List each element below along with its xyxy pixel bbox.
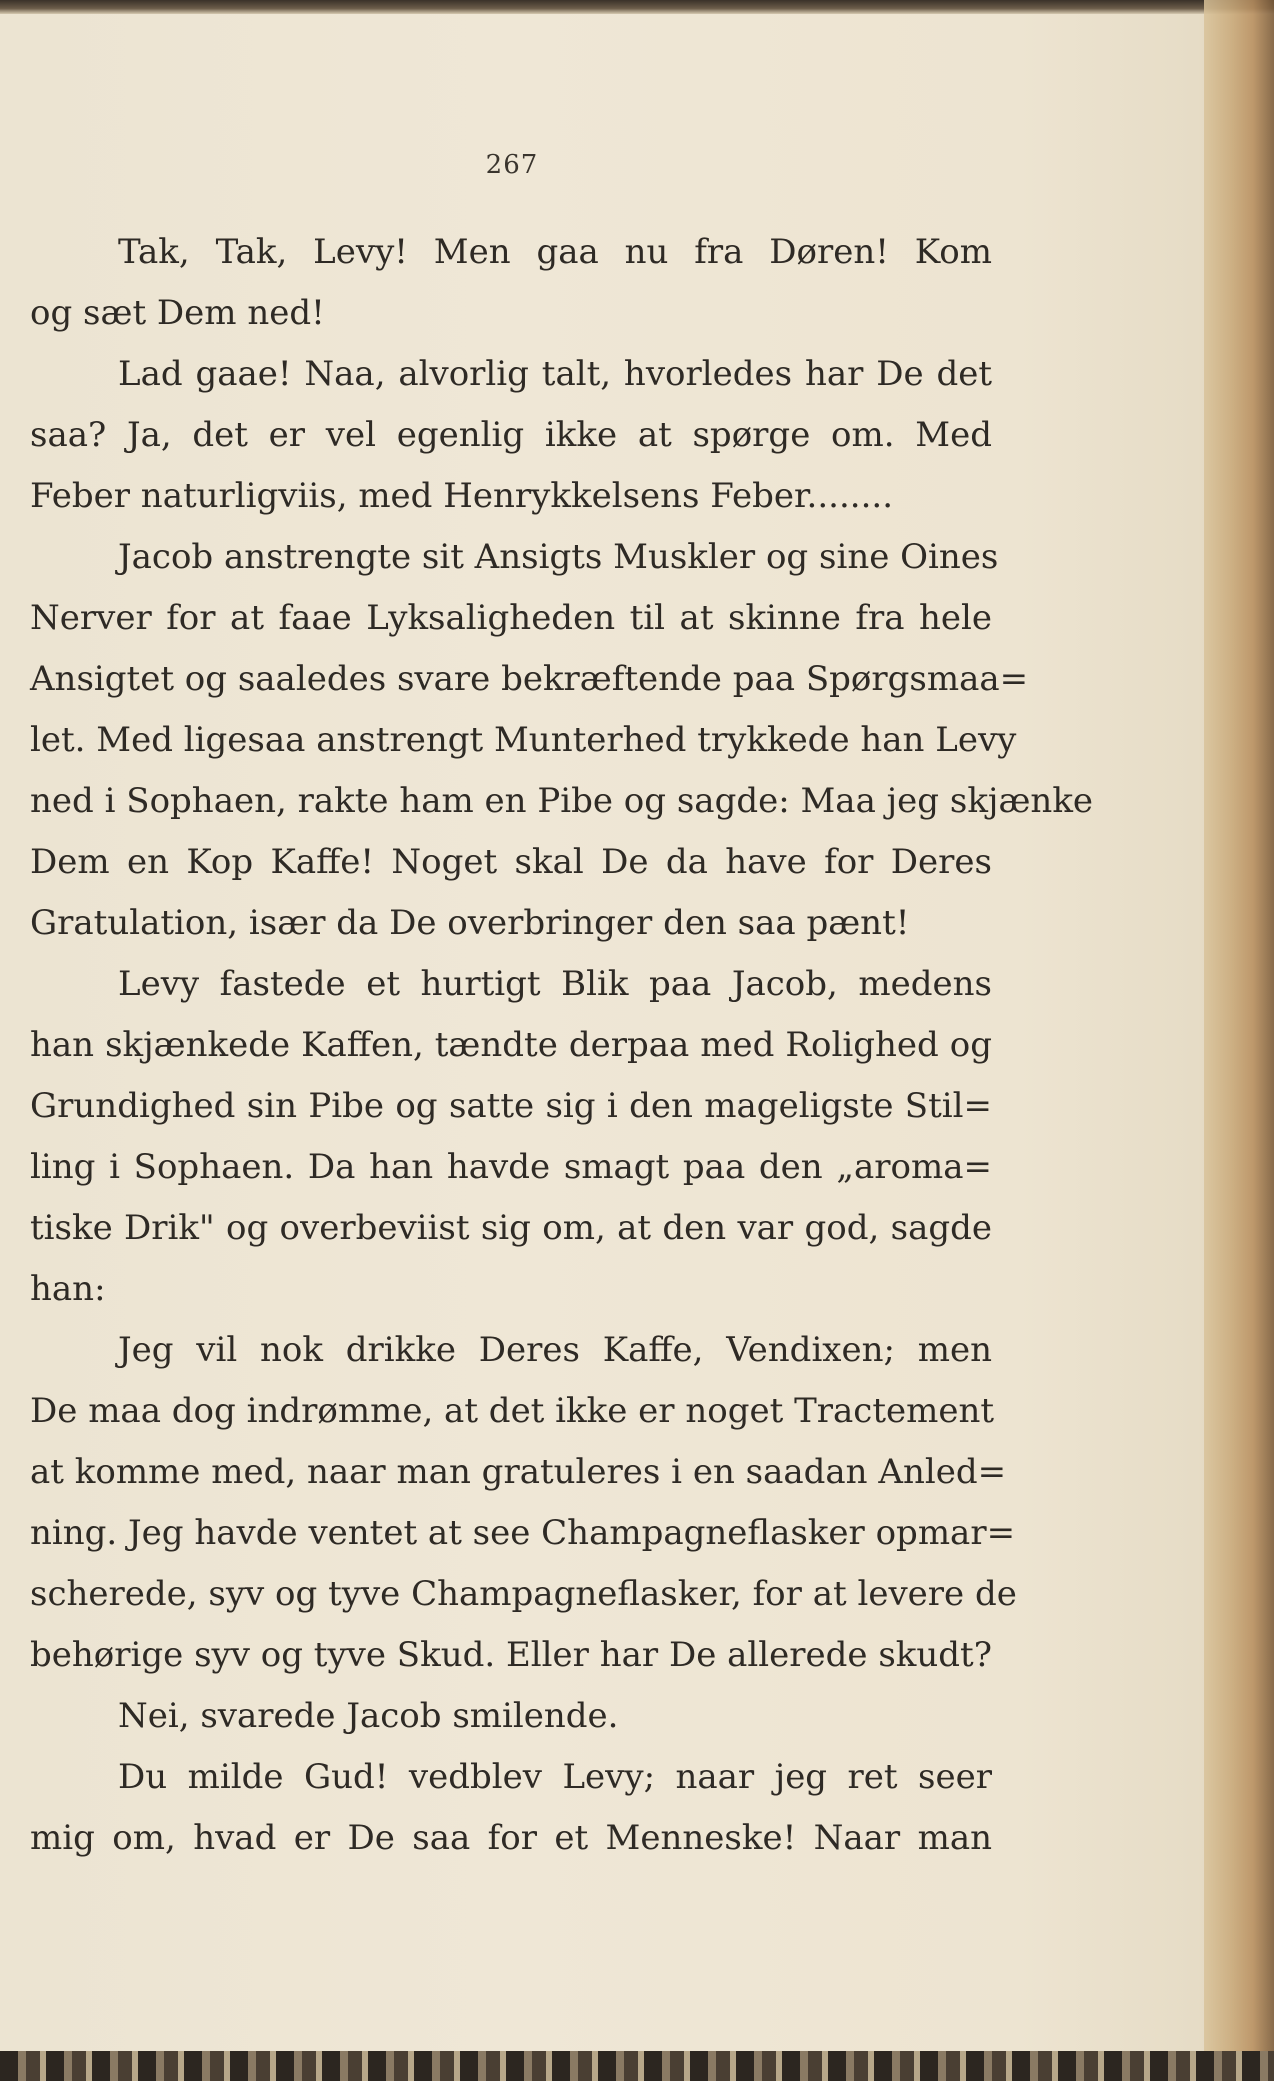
text-line: Jeg vil nok drikke Deres Kaffe, Vendixen; men — [118, 1330, 992, 1370]
page-spine-edge — [1204, 0, 1274, 2081]
text-line: let. Med ligesaa anstrengt Munterhed trykkede han Levy — [30, 720, 1017, 760]
page-number: 267 — [485, 150, 539, 180]
text-line: Dem en Kop Kaffe! Noget skal De da have for Deres — [30, 842, 992, 882]
text-line: Jacob anstrengte sit Ansigts Muskler og sine Oines — [118, 537, 999, 577]
text-line: han: — [30, 1269, 106, 1309]
text-line: Nei, svarede Jacob smilende. — [118, 1696, 619, 1736]
text-line: saa? Ja, det er vel egenlig ikke at spørge om. Med — [30, 415, 992, 455]
text-line: behørige syv og tyve Skud. Eller har De allerede skudt? — [30, 1635, 992, 1675]
text-line: ning. Jeg havde ventet at see Champagneflasker opmar= — [30, 1513, 1016, 1553]
page-top-edge — [0, 0, 1274, 14]
text-line: Levy fastede et hurtigt Blik paa Jacob, medens — [118, 964, 992, 1004]
text-line: Tak, Tak, Levy! Men gaa nu fra Døren! Kom — [118, 232, 992, 272]
text-line: Du milde Gud! vedblev Levy; naar jeg ret seer — [118, 1757, 992, 1797]
text-line: Grundighed sin Pibe og satte sig i den mageligste Stil= — [30, 1086, 992, 1126]
text-line: at komme med, naar man gratuleres i en saadan Anled= — [30, 1452, 1007, 1492]
text-line: Ansigtet og saaledes svare bekræftende paa Spørgsmaa= — [30, 659, 1029, 699]
text-line: han skjænkede Kaffen, tændte derpaa med Rolighed og — [30, 1025, 992, 1065]
text-line: Lad gaae! Naa, alvorlig talt, hvorledes har De det — [118, 354, 992, 394]
text-line: Feber naturligviis, med Henrykkelsens Feber........ — [30, 476, 894, 516]
text-line: og sæt Dem ned! — [30, 293, 325, 333]
text-line: scherede, syv og tyve Champagneflasker, for at levere de — [30, 1574, 1017, 1614]
text-line: De maa dog indrømme, at det ikke er noget Tractement — [30, 1391, 995, 1431]
text-line: ned i Sophaen, rakte ham en Pibe og sagde: Maa jeg skjænke — [30, 781, 1094, 821]
text-line: mig om, hvad er De saa for et Menneske! Naar man — [30, 1818, 992, 1858]
text-line: Gratulation, især da De overbringer den saa pænt! — [30, 903, 910, 943]
text-line: tiske Drik" og overbeviist sig om, at den var god, sagde — [30, 1208, 992, 1248]
page-bottom-edge — [0, 2051, 1274, 2081]
text-line: Nerver for at faae Lyksaligheden til at skinne fra hele — [30, 598, 992, 638]
text-line: ling i Sophaen. Da han havde smagt paa den „aroma= — [30, 1147, 992, 1187]
body-text — [30, 222, 1094, 1869]
